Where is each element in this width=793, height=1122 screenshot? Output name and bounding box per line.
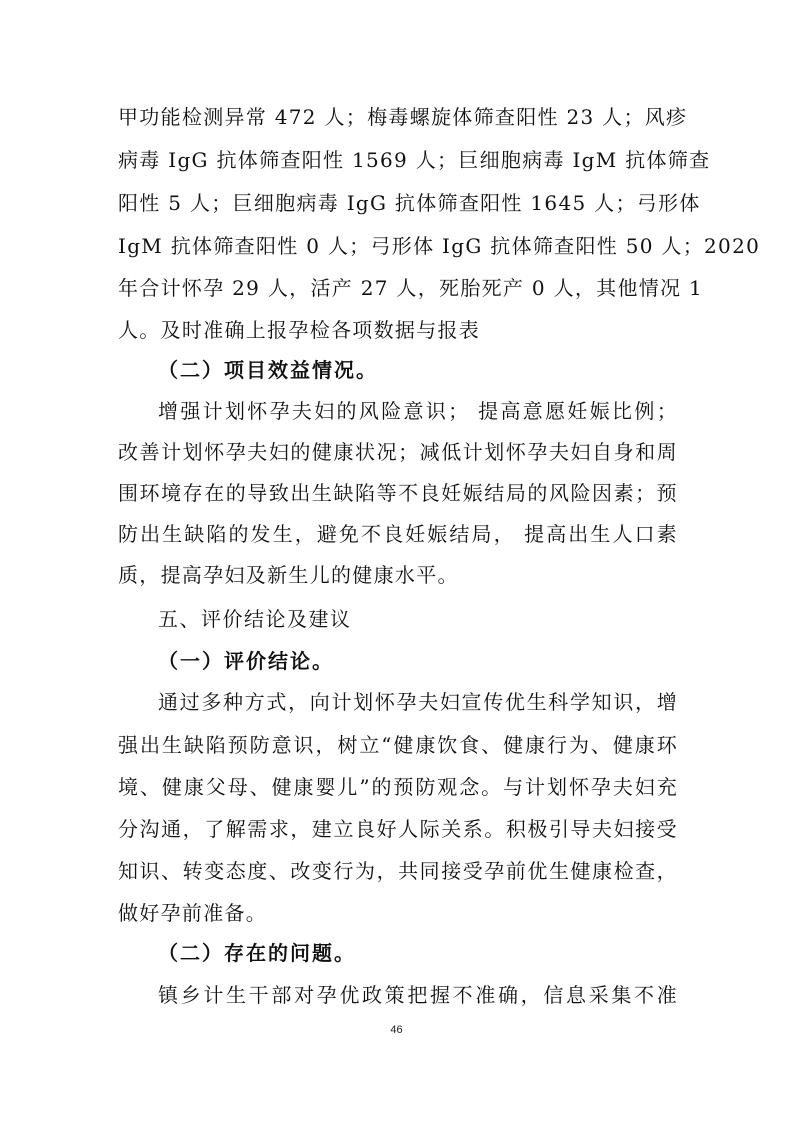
subsection-heading-conclusion: （一）评价结论。 [158,649,334,673]
subsection-heading-problems: （二）存在的问题。 [158,941,356,965]
paragraph-line: 镇乡计生干部对孕优政策把握不准确，信息采集不准 [158,983,678,1007]
paragraph-line: 分沟通，了解需求，建立良好人际关系。积极引导夫妇接受 [118,817,678,841]
paragraph-line: 知识、转变态度、改变行为，共同接受孕前优生健康检查， [118,859,678,883]
paragraph-line: 病毒 IgG 抗体筛查阳性 1569 人；巨细胞病毒 IgM 抗体筛查 [118,148,711,172]
section-heading-five: 五、评价结论及建议 [158,607,352,631]
paragraph-line: 甲功能检测异常 472 人；梅毒螺旋体筛查阳性 23 人；风疹 [118,105,688,129]
paragraph-line: 强出生缺陷预防意识，树立“健康饮食、健康行为、健康环 [118,733,678,757]
paragraph-line: 境、健康父母、健康婴儿”的预防观念。与计划怀孕夫妇充 [118,775,678,799]
paragraph-line: 做好孕前准备。 [118,901,268,925]
paragraph-line: 年合计怀孕 29 人，活产 27 人，死胎死产 0 人，其他情况 1 [118,276,704,300]
paragraph-line: IgM 抗体筛查阳性 0 人；弓形体 IgG 抗体筛查阳性 50 人；2020 [118,234,761,258]
paragraph-line: 增强计划怀孕夫妇的风险意识； 提高意愿妊娠比例； [158,399,678,423]
paragraph-line: 改善计划怀孕夫妇的健康状况；减低计划怀孕夫妇自身和周 [118,440,678,464]
paragraph-line: 质，提高孕妇及新生儿的健康水平。 [118,563,459,587]
page-number: 46 [390,1024,403,1036]
paragraph-line: 阳性 5 人；巨细胞病毒 IgG 抗体筛查阳性 1645 人；弓形体 [118,191,701,215]
paragraph-line: 防出生缺陷的发生，避免不良妊娠结局， 提高出生人口素 [118,522,678,546]
subsection-heading-benefit: （二）项目效益情况。 [158,358,378,382]
paragraph-line: 围环境存在的导致出生缺陷等不良妊娠结局的风险因素；预 [118,481,678,505]
paragraph-line: 通过多种方式，向计划怀孕夫妇宣传优生科学知识，增 [158,690,678,714]
paragraph-line: 人。及时准确上报孕检各项数据与报表 [118,318,481,342]
